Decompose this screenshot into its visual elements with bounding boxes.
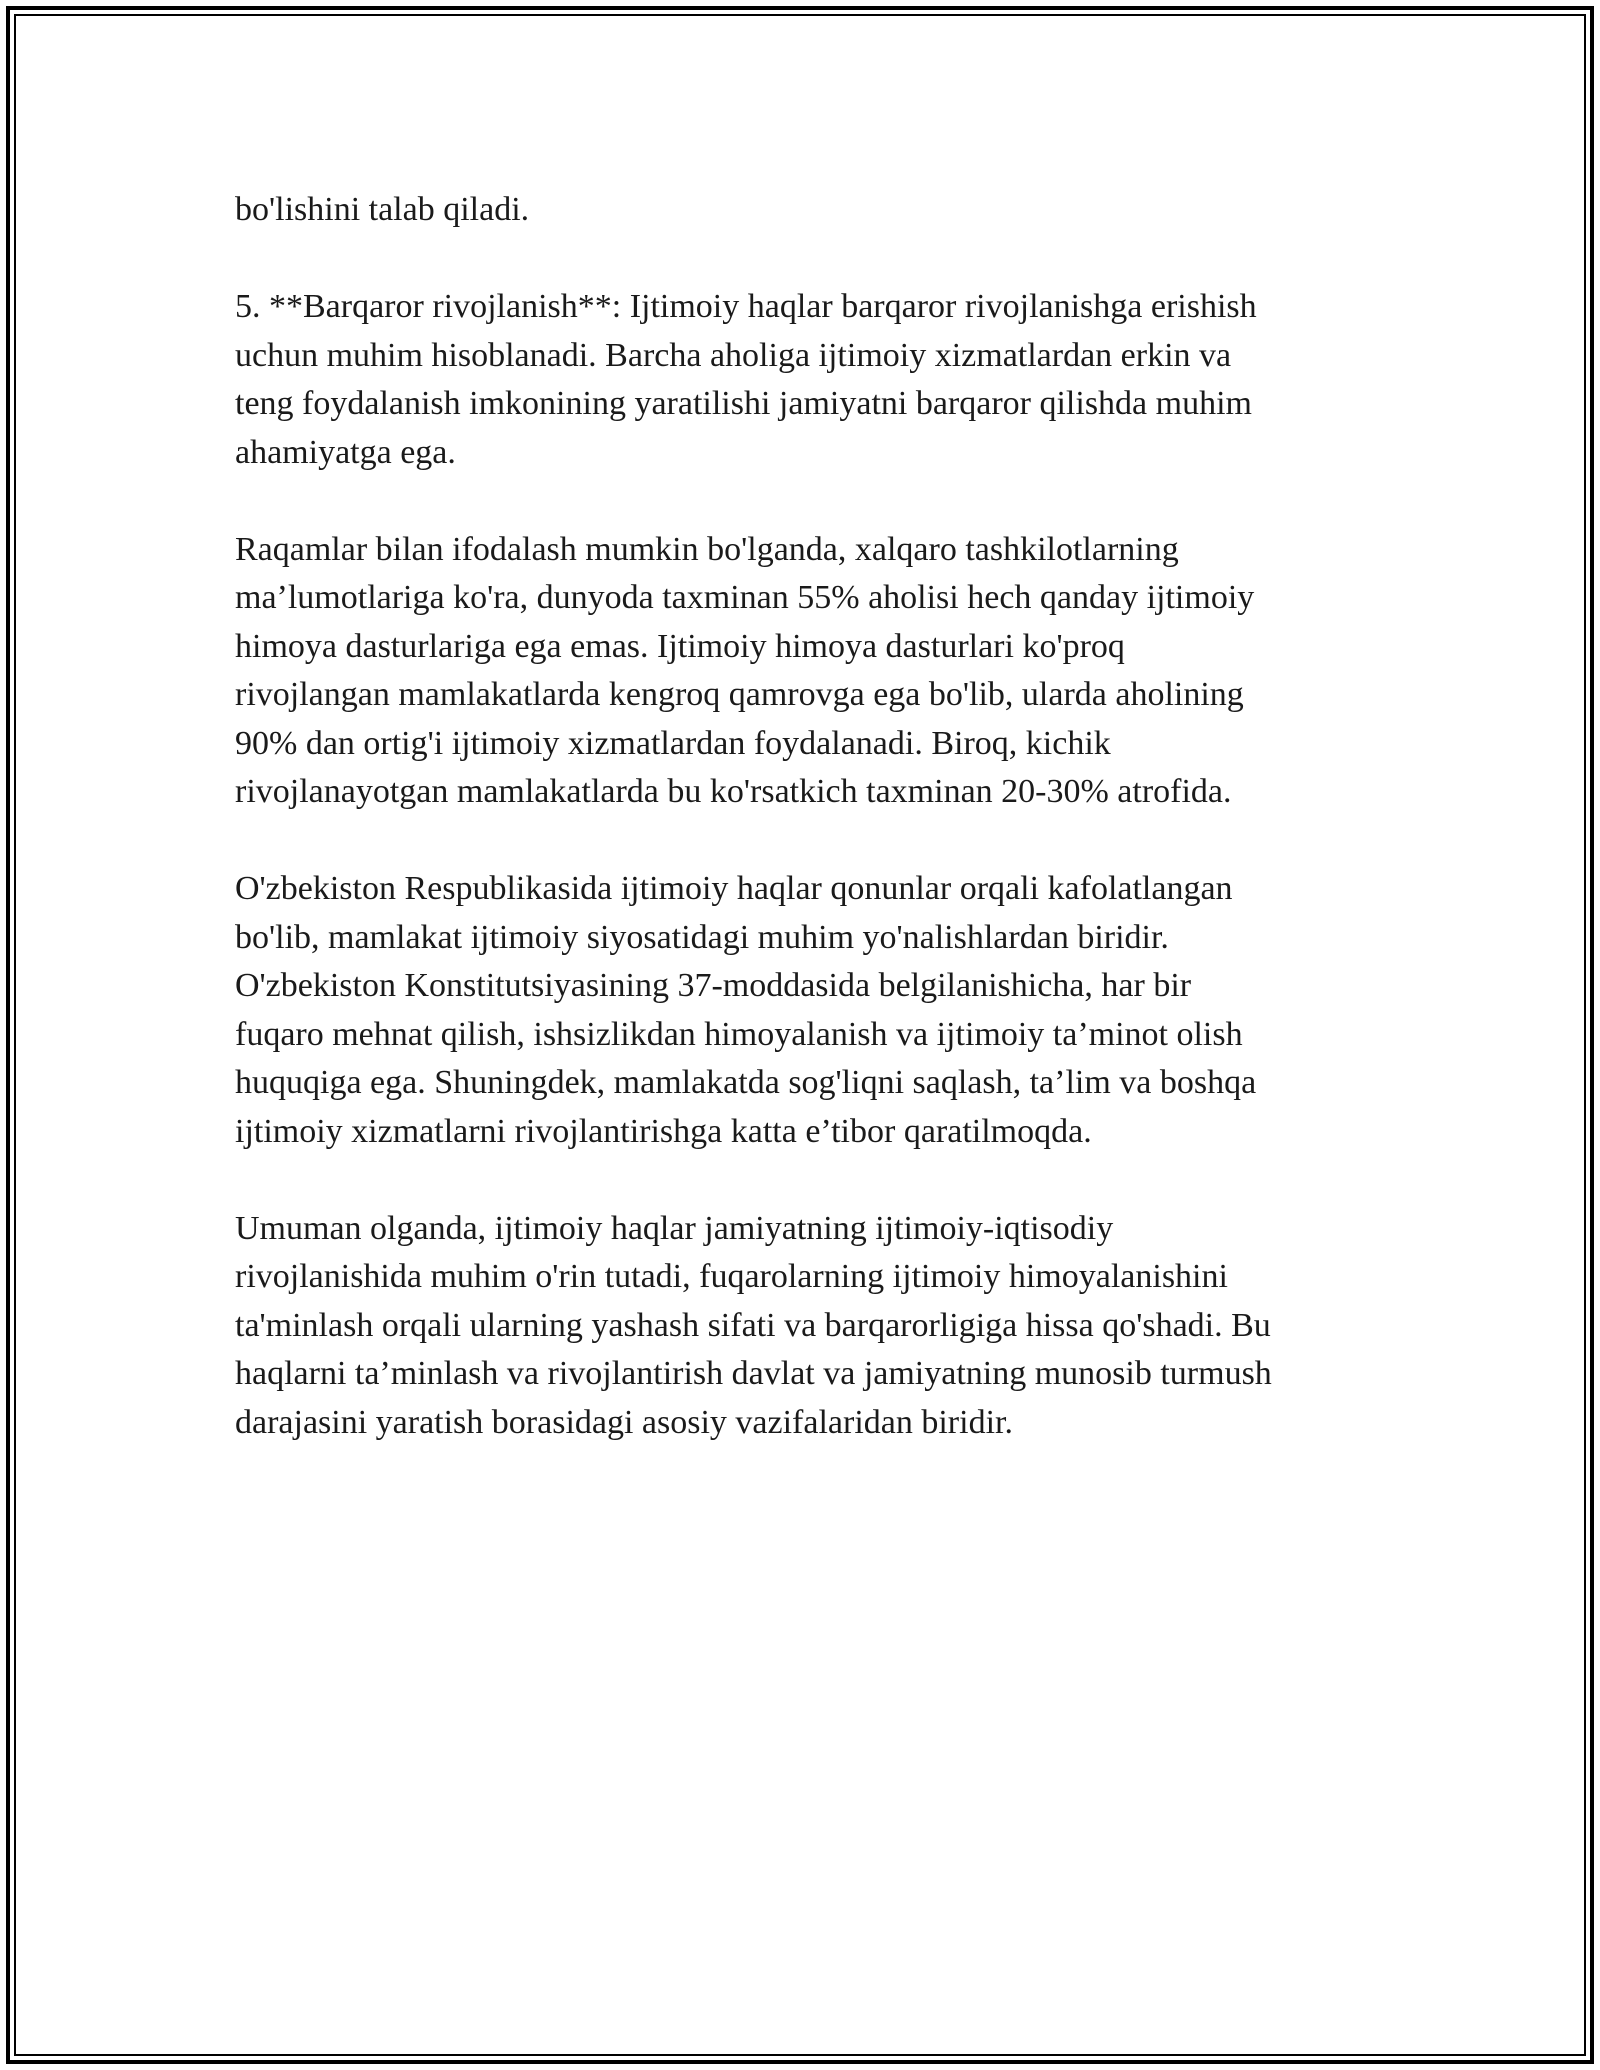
paragraph-sustainable-development: 5. **Barqaror rivojlanish**: Ijtimoiy haqlar barqaror rivojlanishga erishish uchun muhim hisoblanadi. Barcha aholiga ijtimoiy xizmatlardan erkin va teng foydalanish imkonining yaratilishi jamiyatni barqaror qilishda muhim ahamiyatga ega.	[235, 288, 1257, 471]
paragraph-statistics: Raqamlar bilan ifodalash mumkin bo'lganda, xalqaro tashkilotlarning ma’lumotlariga ko'ra, dunyoda taxminan 55% aholisi hech qanday ijtimoiy himoya dasturlariga ega emas. Ijtimoiy himoya dasturlari ko'proq rivojlangan mamlakatlarda kengroq qamrovga ega bo'lib, ularda aholining 90% dan ortig'i ijtimoiy xizmatlardan foydalanadi. Biroq, kichik rivojlanayotgan mamlakatlarda bu ko'rsatkich taxminan 20-30% atrofida.	[235, 530, 1255, 810]
document-body	[235, 186, 1365, 1496]
paragraph-continuation: bo'lishini talab qiladi.	[235, 191, 530, 228]
paragraph-uzbekistan: O'zbekiston Respublikasida ijtimoiy haqlar qonunlar orqali kafolatlangan bo'lib, mamlakat ijtimoiy siyosatidagi muhim yo'nalishlardan biridir. O'zbekiston Konstitutsiyasining 37-moddasida belgilanishicha, har bir fuqaro mehnat qilish, ishsizlikdan himoyalanish va ijtimoiy ta’minot olish huquqiga ega. Shuningdek, mamlakatda sog'liqni saqlash, ta’lim va boshqa ijtimoiy xizmatlarni rivojlantirishga katta e’tibor qaratilmoqda.	[235, 870, 1257, 1150]
paragraph-conclusion: Umuman olganda, ijtimoiy haqlar jamiyatning ijtimoiy-iqtisodiy rivojlanishida muhim o'rin tutadi, fuqarolarning ijtimoiy himoyalanishini ta'minlash orqali ularning yashash sifati va barqarorligiga hissa qo'shadi. Bu haqlarni ta’minlash va rivojlantirish davlat va jamiyatning munosib turmush darajasini yaratish borasidagi asosiy vazifalaridan biridir.	[235, 1209, 1272, 1441]
